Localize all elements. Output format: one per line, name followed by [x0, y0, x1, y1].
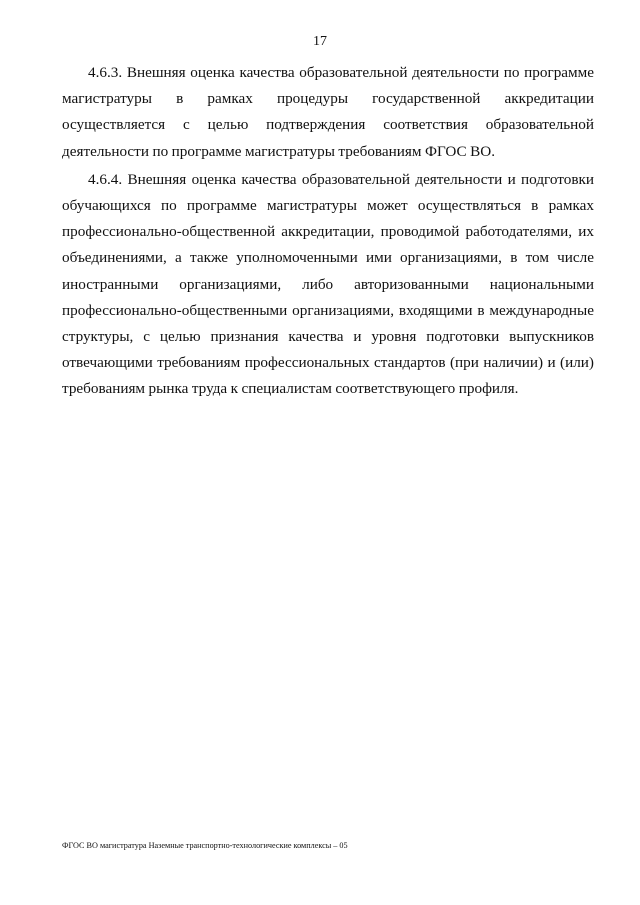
paragraph-4-6-3: 4.6.3. Внешняя оценка качества образовательной деятельности по программе магистратуры в рамках процедуры государственной аккредитации осуществляется с целью подтверждения соответствия образовательной деятельности по программе магистратуры требованиям ФГОС ВО. — [62, 64, 594, 160]
document-body — [62, 60, 594, 403]
paragraph-4-6-4: 4.6.4. Внешняя оценка качества образовательной деятельности и подготовки обучающихся по программе магистратуры может осуществляться в рамках профессионально-общественной аккредитации, проводимой работодателями, их объединениями, а также уполномоченными ими организациями, в том числе иностранными организациями, либо авторизованными национальными профессионально-общественными организациями, входящими в международные структуры, с целью признания качества и уровня подготовки выпускников отвечающими требованиям профессиональных стандартов (при наличии) и (или) требованиям рынка труда к специалистам соответствующего профиля. — [62, 170, 594, 398]
page-number: 17 — [313, 34, 327, 49]
page-footer: ФГОС ВО магистратура Наземные транспортно-технологические комплексы – 05 — [62, 841, 348, 850]
